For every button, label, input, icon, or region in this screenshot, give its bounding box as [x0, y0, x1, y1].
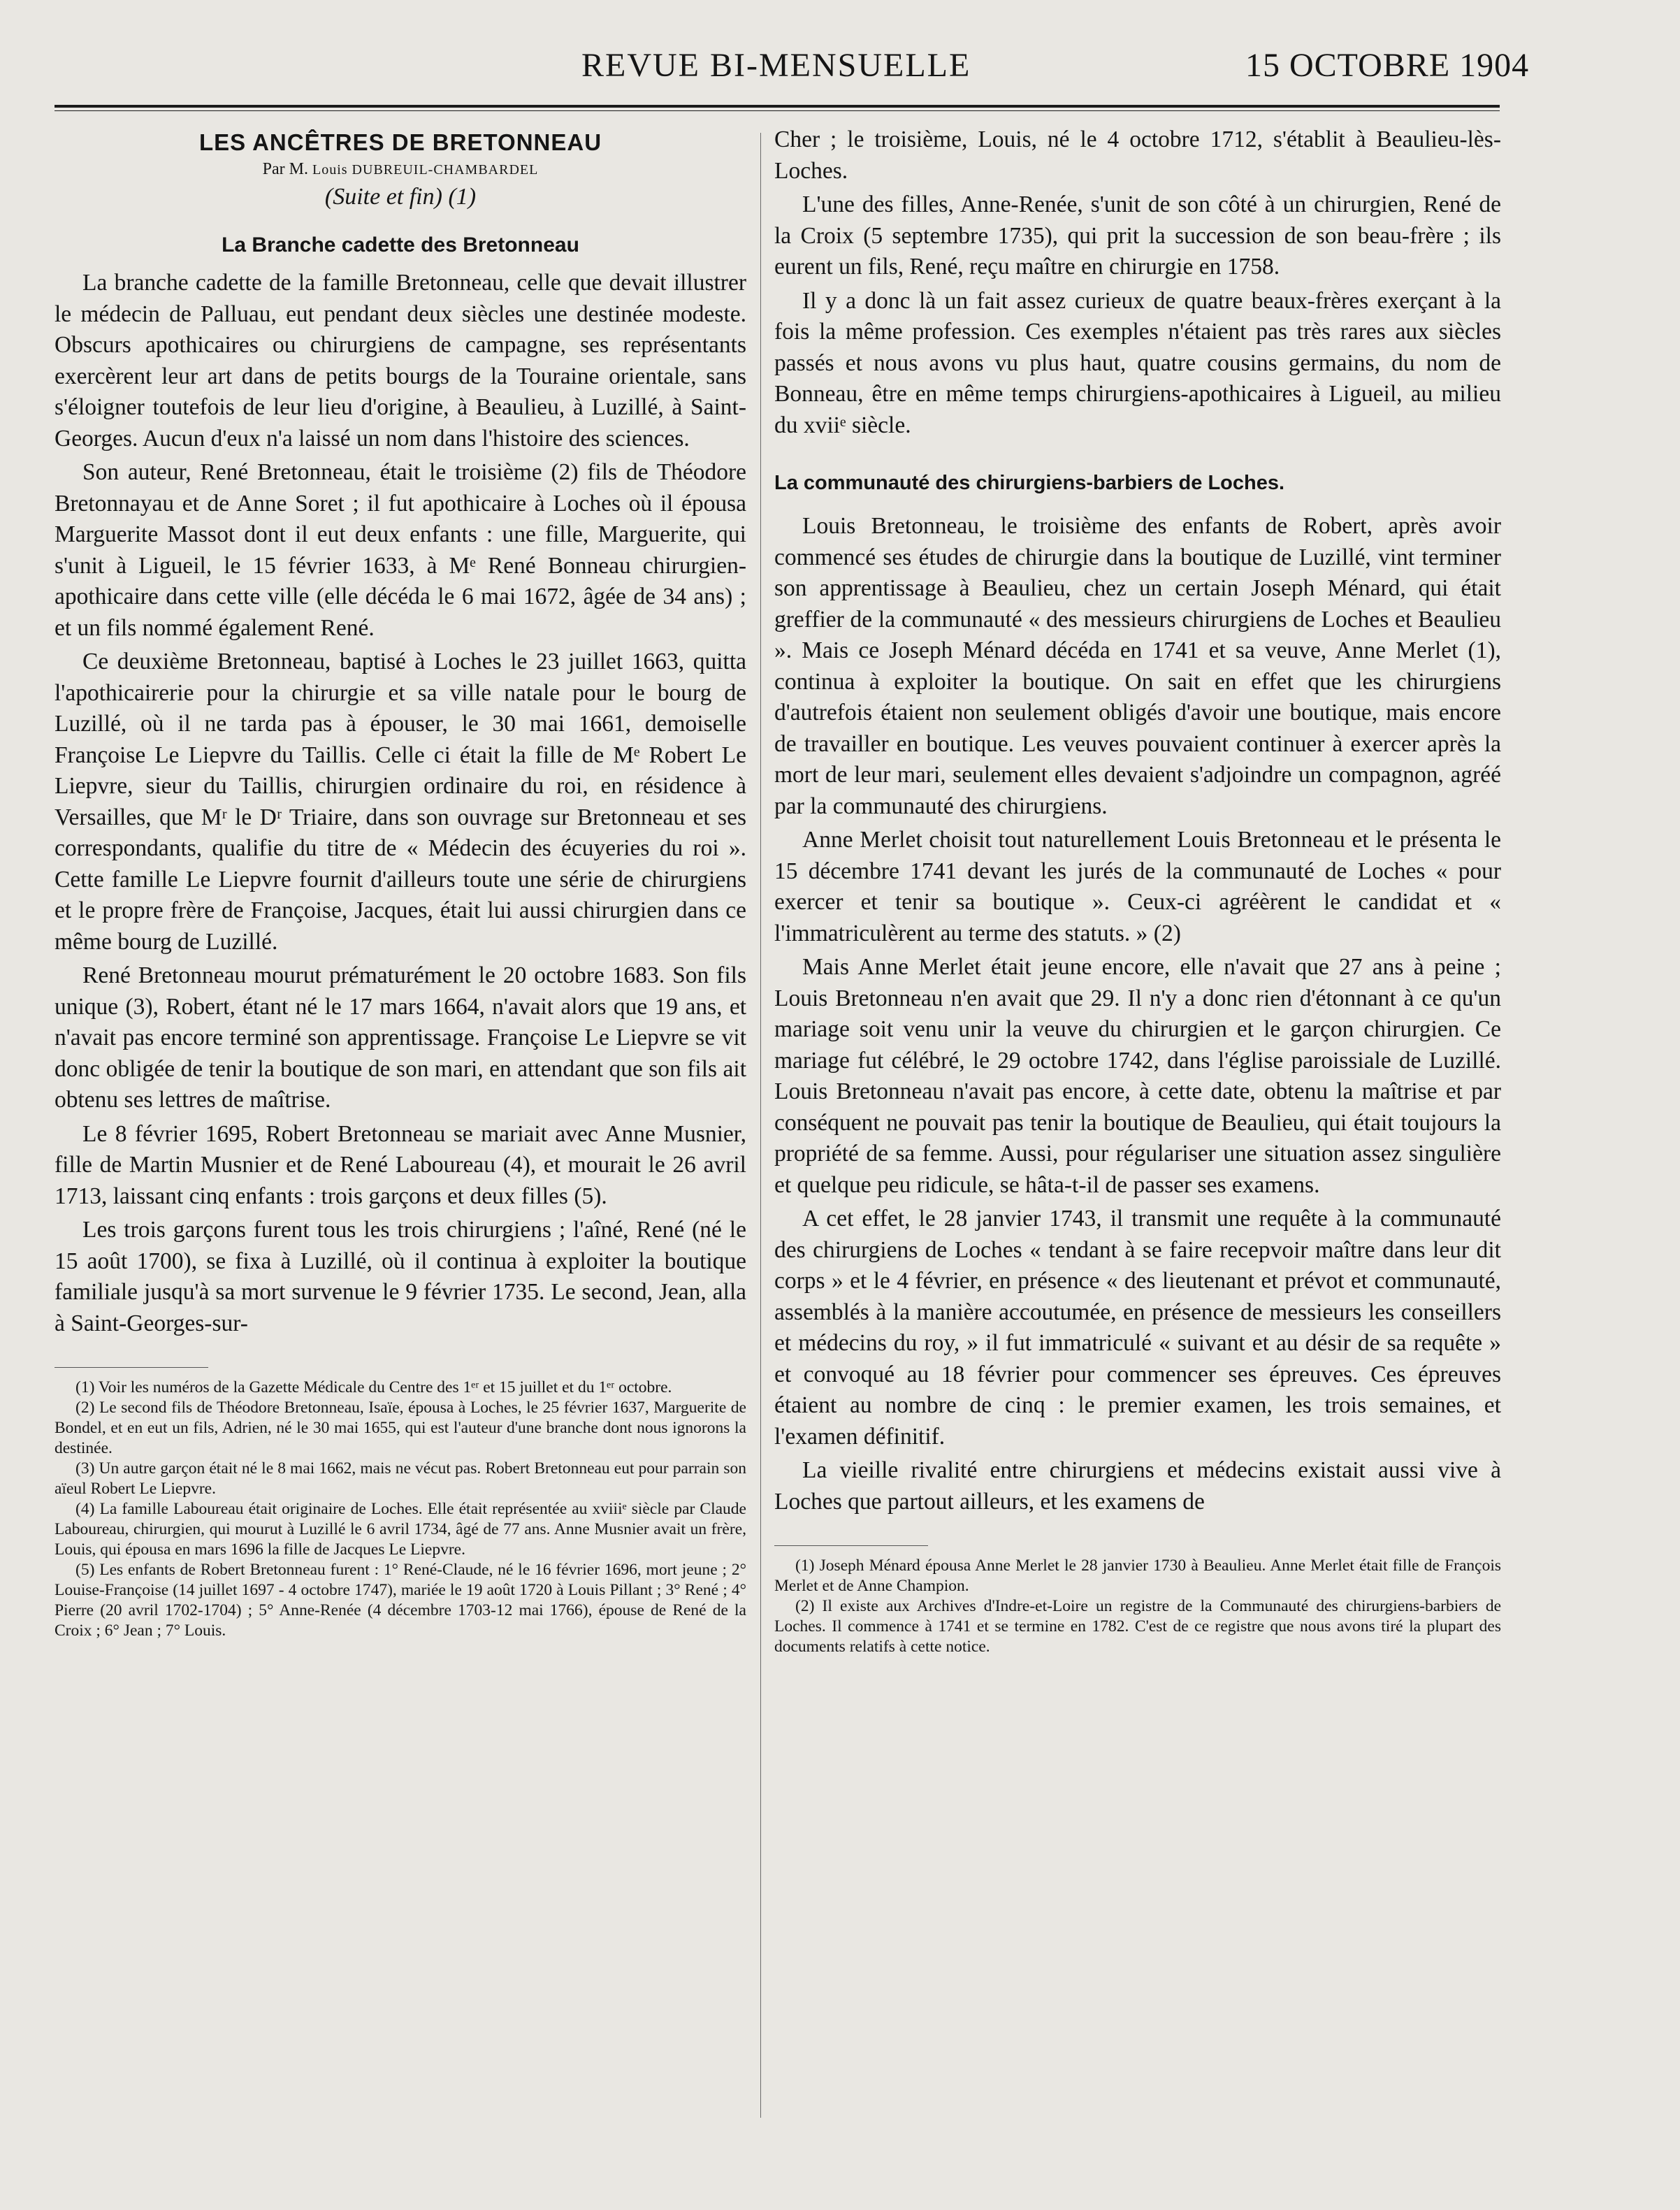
paragraph: A cet effet, le 28 janvier 1743, il transmit une requête à la communauté des chirurgiens de Loches « tendant à se faire recepvoir maître dans leur dit corps » et le 4 février, en présence « des lieutenant et prévot et communauté, assemblés à la manière accoutumée, en présence de messieurs les conseillers et médecins du roy, » il fut immatriculé « suivant et au désir de sa requête » et convoqué au 18 février pour commencer ses épreuves. Ces épreuves étaient au nombre de cinq : le premier examen, les trois semaines, et l'examen définitif.: [774, 1206, 1501, 1450]
paragraph: Mais Anne Merlet était jeune encore, elle n'avait que 27 ans à peine ; Louis Bretonneau n'en avait que 29. Il n'y a donc rien d'étonnant à ce qu'un mariage soit venu unir la veuve du chirurgien et le garçon chirurgien. Ce mariage fut célébré, le 29 octobre 1742, dans l'église paroissiale de Luzillé. Louis Bretonneau n'avait pas encore, à cette date, obtenu la maîtrise et par conséquent ne pouvait pas tenir la boutique de Beaulieu, qui était toujours la propriété de sa femme. Aussi, pour régulariser une situation assez singulière et quelque peu ridicule, se hâta-t-il de passer ses examens.: [774, 954, 1501, 1198]
left-column: [55, 124, 746, 1641]
footnote: (3) Un autre garçon était né le 8 mai 1662, mais ne vécut pas. Robert Bretonneau eut pour parrain son aïeul Robert Le Liepvre.: [55, 1459, 746, 1498]
paragraph: Les trois garçons furent tous les trois chirurgiens ; l'aîné, René (né le 15 août 1700), se fixa à Luzillé, où il continua à exploiter la boutique familiale jusqu'à sa mort survenue le 9 février 1735. Le second, Jean, alla à Saint-Georges-sur-: [55, 1217, 746, 1336]
footnote-divider: [55, 1367, 208, 1368]
running-header: [0, 43, 1680, 92]
article-title: LES ANCÊTRES DE BRETONNEAU: [198, 129, 602, 155]
header-rule-thin: [55, 110, 1500, 111]
byline-prefix: Par M.: [262, 160, 308, 178]
footnote: (2) Il existe aux Archives d'Indre-et-Loire un registre de la Communauté des chirurgiens-barbiers de Loches. Il commence à 1741 et se termine en 1782. C'est de ce registre que nous avons tiré la plupart des documents relatifs à cette notice.: [774, 1597, 1501, 1656]
article-suite: (Suite et fin) (1): [324, 184, 477, 210]
paragraph: Ce deuxième Bretonneau, baptisé à Loches le 23 juillet 1663, quitta l'apothicairerie pour la chirurgie et sa ville natale pour le bourg de Luzillé, où il ne tarda pas à épouser, le 30 mai 1661, demoiselle Françoise Le Liepvre du Taillis. Celle ci était la fille de Mᵉ Robert Le Liepvre, sieur du Taillis, chirurgien ordinaire du roi, en résidence à Versailles, que Mʳ le Dʳ Triaire, dans son ouvrage sur Bretonneau et ses correspondants, qualifie du titre de « Médecin des écuyeries du roi ». Cette famille Le Liepvre fournit d'ailleurs toute une série de chirurgiens et le propre frère de Françoise, Jacques, était lui aussi chirurgien dans ce même bourg de Luzillé.: [55, 649, 746, 955]
paragraph: Louis Bretonneau, le troisième des enfants de Robert, après avoir commencé ses études de chirurgie dans la boutique de Luzillé, vint terminer son apprentissage à Beaulieu, chez un certain Joseph Ménard, qui était greffier de la communauté « des messieurs chirurgiens de Loches et Beaulieu ». Mais ce Joseph Ménard décéda en 1741 et sa veuve, Anne Merlet (1), continua à exploiter la boutique. On sait en effet que les chirurgiens d'autrefois étaient non seulement obligés d'avoir une boutique, mais encore de travailler en boutique. Les veuves pouvaient continuer à exercer après la mort de leur mari, seulement elles devaient s'adjoindre un compagnon, agréé par la communauté des chirurgiens.: [774, 513, 1501, 819]
issue-date: 15 OCTOBRE 1904: [1245, 47, 1530, 84]
journal-title: REVUE BI-MENSUELLE: [581, 47, 971, 84]
column-divider: [760, 133, 761, 2118]
article-byline: [55, 158, 746, 181]
right-column: [774, 124, 1501, 1657]
header-rule-thick: [55, 105, 1500, 108]
byline-author: Louis DUBREUIL-CHAMBARDEL: [312, 162, 539, 178]
paragraph: Cher ; le troisième, Louis, né le 4 octobre 1712, s'établit à Beaulieu-lès-Loches.: [774, 127, 1501, 184]
footnote: (1) Voir les numéros de la Gazette Médicale du Centre des 1ᵉʳ et 15 juillet et du 1ᵉʳ octobre.: [75, 1378, 672, 1396]
paragraph: Le 8 février 1695, Robert Bretonneau se mariait avec Anne Musnier, fille de Martin Musnier et de René Laboureau (4), et mourait le 26 avril 1713, laissant cinq enfants : trois garçons et deux filles (5).: [55, 1120, 746, 1209]
footnote: (4) La famille Laboureau était originaire de Loches. Elle était représentée au xviiiᵉ siècle par Claude Laboureau, chirurgien, qui mourut à Luzillé le 6 avril 1734, âgé de 77 ans. Anne Musnier avait un frère, Louis, qui épousa en mars 1696 la fille de Jacques Le Liepvre.: [55, 1500, 746, 1559]
paragraph: Il y a donc là un fait assez curieux de quatre beaux-frères exerçant à la fois la même profession. Ces exemples n'étaient pas très rares aux siècles passés et nous avons vu plus haut, quatre cousins germains, du nom de Bonneau, être en même temps chirurgiens-apothicaires à Ligueil, au milieu du xviiᵉ siècle.: [774, 287, 1501, 438]
paragraph: Son auteur, René Bretonneau, était le troisième (2) fils de Théodore Bretonnayau et de Anne Soret ; il fut apothicaire à Loches où il épousa Marguerite Massot dont il eut deux enfants : une fille, Marguerite, qui s'unit à Ligueil, le 15 février 1633, à Mᵉ René Bonneau chirurgien-apothicaire dans cette ville (elle décéda le 6 mai 1672, âgée de 34 ans) ; et un fils nommé également René.: [55, 459, 746, 641]
footnotes-right: [774, 1556, 1501, 1657]
paragraph: Anne Merlet choisit tout naturellement Louis Bretonneau et le présenta le 15 décembre 1741 devant les jurés de la communauté de Loches « pour exercer et tenir sa boutique ». Ceux-ci agréèrent le candidat et « l'immatriculèrent au terme des statuts. » (2): [774, 827, 1501, 946]
footnote: (1) Joseph Ménard épousa Anne Merlet le 28 janvier 1730 à Beaulieu. Anne Merlet était fille de François Merlet et de Anne Champion.: [774, 1557, 1501, 1595]
footnote: (5) Les enfants de Robert Bretonneau furent : 1° René-Claude, né le 16 février 1696, mort jeune ; 2° Louise-Françoise (14 juillet 1697 - 4 octobre 1747), mariée le 19 août 1720 à Louis Pillant ; 3° René ; 4° Pierre (20 avril 1702-1704) ; 5° Anne-Renée (4 décembre 1703-12 mai 1766), épouse de René de la Croix ; 6° Jean ; 7° Louis.: [55, 1561, 746, 1640]
paragraph: La branche cadette de la famille Bretonneau, celle que devait illustrer le médecin de Palluau, eut pendant deux siècles une destinée modeste. Obscurs apothicaires ou chirurgiens de campagne, ses représentants exercèrent leur art dans de petits bourgs de la Touraine orientale, sans s'éloigner toutefois de leur lieu d'origine, à Beaulieu, à Luzillé, à Saint-Georges. Aucun d'eux n'a laissé un nom dans l'histoire des sciences.: [55, 270, 746, 452]
footnotes-left: [55, 1378, 746, 1641]
paragraph: La vieille rivalité entre chirurgiens et médecins existait aussi vive à Loches que partout ailleurs, et les examens de: [774, 1457, 1501, 1515]
footnote-divider: [774, 1545, 928, 1546]
section-title-branche-cadette: La Branche cadette des Bretonneau: [222, 233, 579, 257]
section-title-communaute: La communauté des chirurgiens-barbiers de Loches.: [774, 472, 1285, 494]
paragraph: René Bretonneau mourut prématurément le 20 octobre 1683. Son fils unique (3), Robert, étant né le 17 mars 1664, n'avait alors que 19 ans, et n'avait pas encore terminé son apprentissage. Françoise Le Liepvre se vit donc obligée de tenir la boutique de son mari, en attendant que son fils ait obtenu ses lettres de maîtrise.: [55, 962, 746, 1113]
paragraph: L'une des filles, Anne-Renée, s'unit de son côté à un chirurgien, René de la Croix (5 septembre 1735), qui prit la succession de son beau-frère ; ils eurent un fils, René, reçu maître en chirurgie en 1758.: [774, 192, 1501, 280]
footnote: (2) Le second fils de Théodore Bretonneau, Isaïe, épousa à Loches, le 25 février 1637, Marguerite de Bondel, et en eut un fils, Adrien, né le 30 mai 1655, qui est l'auteur d'une branche dont nous ignorons la destinée.: [55, 1399, 746, 1457]
